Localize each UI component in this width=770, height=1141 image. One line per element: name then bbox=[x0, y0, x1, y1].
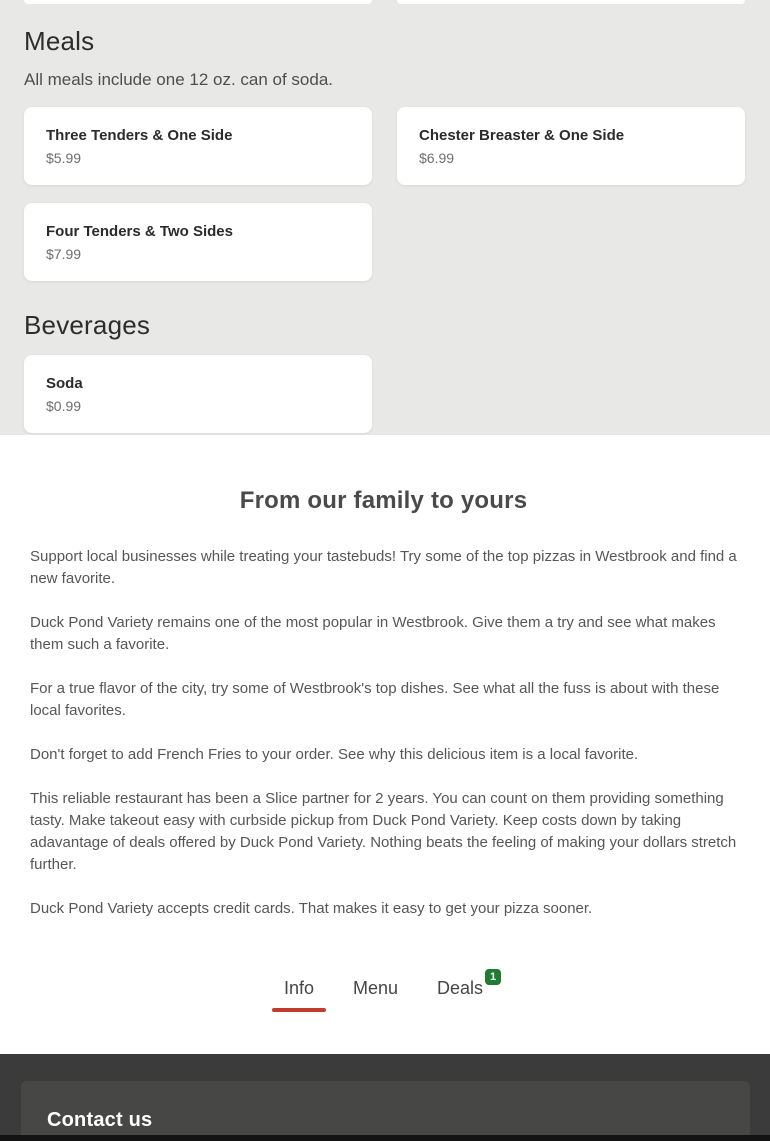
contact-card bbox=[21, 1081, 750, 1135]
about-paragraph: This reliable restaurant has been a Slice partner for 2 years. You can count on them providing something tasty. Make takeout easy with curbside pickup from Duck Pond Variety. Keep costs down by taking adavantage of deals offered by Duck Pond Variety. Nothing beats the feeling of making your dollars stretch further. bbox=[30, 790, 737, 873]
beverages-card-grid bbox=[24, 355, 745, 433]
menu-item-name: Four Tenders & Two Sides bbox=[46, 223, 233, 240]
tab-bar bbox=[30, 971, 737, 1012]
about-section bbox=[0, 435, 770, 1054]
meals-card-grid bbox=[24, 107, 745, 281]
tab-deals-label: Deals bbox=[437, 978, 484, 998]
menu-item-name: Three Tenders & One Side bbox=[46, 127, 233, 144]
about-paragraph: For a true flavor of the city, try some of Westbrook's top dishes. See what all the fuss is about with these local favorites. bbox=[30, 680, 720, 719]
tab-menu[interactable]: Menu bbox=[352, 978, 399, 998]
meals-section-title: Meals bbox=[24, 26, 95, 56]
tab-deals[interactable] bbox=[437, 971, 497, 1012]
menu-item-name: Soda bbox=[46, 375, 83, 392]
menu-item-price: $0.99 bbox=[46, 398, 82, 414]
about-paragraph: Duck Pond Variety remains one of the most popular in Westbrook. Give them a try and see what makes them such a favorite. bbox=[30, 614, 716, 653]
menu-item-three-tenders[interactable] bbox=[24, 107, 372, 185]
menu-item-price: $6.99 bbox=[419, 150, 455, 166]
deals-count-badge: 1 bbox=[485, 969, 501, 985]
card-bottom-edge bbox=[24, 0, 372, 4]
about-paragraph: Don't forget to add French Fries to your order. See why this delicious item is a local favorite. bbox=[30, 746, 639, 763]
meals-section-note: All meals include one 12 oz. can of soda. bbox=[24, 70, 334, 89]
about-paragraphs bbox=[30, 546, 737, 920]
about-paragraph: Support local businesses while treating your tastebuds! Try some of the top pizzas in Westbrook and find a new favorite. bbox=[30, 548, 737, 587]
tab-info[interactable]: Info bbox=[284, 978, 314, 1012]
menu-section bbox=[0, 0, 770, 435]
menu-item-chester-breaster[interactable] bbox=[397, 107, 745, 185]
menu-item-name: Chester Breaster & One Side bbox=[419, 127, 625, 144]
contact-us-title: Contact us bbox=[47, 1109, 153, 1131]
previous-row-card-edges bbox=[24, 0, 745, 4]
beverages-section-title: Beverages bbox=[24, 310, 151, 340]
card-bottom-edge bbox=[397, 0, 745, 4]
about-paragraph: Duck Pond Variety accepts credit cards. That makes it easy to get your pizza sooner. bbox=[30, 900, 593, 917]
menu-item-soda[interactable] bbox=[24, 355, 372, 433]
about-title: From our family to yours bbox=[239, 487, 528, 514]
menu-item-four-tenders[interactable] bbox=[24, 203, 372, 281]
menu-item-price: $7.99 bbox=[46, 246, 82, 262]
footer bbox=[0, 1054, 770, 1135]
bottom-edge-bar bbox=[0, 1135, 770, 1141]
menu-item-price: $5.99 bbox=[46, 150, 82, 166]
